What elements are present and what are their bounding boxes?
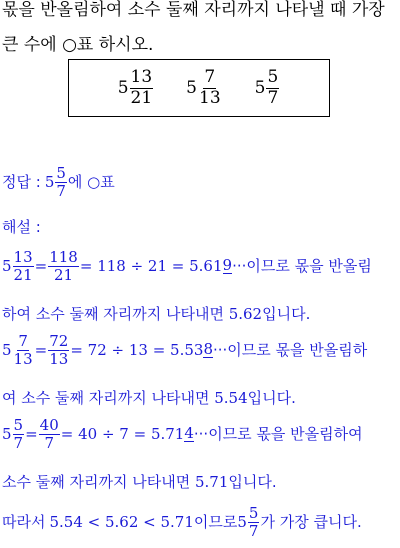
exp1-improper-numerator: 118 bbox=[49, 248, 78, 266]
explanation-3-equation bbox=[2, 417, 363, 452]
exp2-calc: = 72 ÷ 13 = 5.53 bbox=[70, 340, 204, 359]
exp1-improper-fraction bbox=[48, 249, 79, 284]
exp2-whole: 5 bbox=[2, 340, 12, 359]
answer-value bbox=[45, 165, 68, 200]
conclusion-suffix: 가 가장 큽니다. bbox=[260, 512, 362, 531]
exp3-numerator: 5 bbox=[13, 416, 24, 434]
choice-2-numerator: 7 bbox=[204, 67, 216, 88]
conclusion-value bbox=[237, 505, 260, 540]
exp1-improper-denominator: 21 bbox=[53, 265, 74, 284]
exp3-tail: ···이므로 몫을 반올림하여 bbox=[193, 424, 363, 443]
answer-suffix: 에 ○표 bbox=[67, 172, 115, 191]
conclusion-denominator: 7 bbox=[248, 521, 259, 540]
exp1-whole: 5 bbox=[2, 256, 12, 275]
exp2-denominator: 13 bbox=[13, 349, 33, 368]
exp2-improper-denominator: 13 bbox=[49, 349, 69, 368]
exp3-improper-denominator: 7 bbox=[44, 433, 54, 452]
choice-1-numerator: 13 bbox=[130, 67, 153, 88]
exp2-line2: 여 소수 둘째 자리까지 나타내면 bbox=[2, 389, 215, 407]
exp1-tail: ···이므로 몫을 반올림 bbox=[232, 256, 372, 275]
answer-denominator: 7 bbox=[56, 181, 66, 200]
exp3-line2: 소수 둘째 자리까지 나타내면 bbox=[2, 473, 195, 491]
exp3-fraction bbox=[13, 417, 25, 452]
explanation-1-equation bbox=[2, 249, 372, 284]
answer-line bbox=[2, 165, 115, 200]
exp3-rounding-digit: 4 bbox=[184, 424, 194, 443]
exp3-calc: = 40 ÷ 7 = 5.71 bbox=[60, 424, 185, 443]
exp1-fraction bbox=[13, 249, 34, 284]
exp1-numerator: 13 bbox=[13, 248, 33, 266]
exp2-equals: = bbox=[34, 340, 48, 359]
conclusion-numerator: 5 bbox=[248, 504, 259, 522]
choice-1-whole: 5 bbox=[117, 78, 129, 98]
explanation-label: 해설 : bbox=[2, 218, 41, 236]
conclusion-compare: 5.54 < 5.62 < 5.71 bbox=[49, 512, 194, 531]
exp3-improper-fraction bbox=[39, 417, 60, 452]
exp3-denominator: 7 bbox=[13, 433, 24, 452]
conclusion-prefix: 따라서 bbox=[2, 512, 46, 531]
answer-label: 정답 : bbox=[2, 172, 41, 191]
exp3-improper-numerator: 40 bbox=[39, 416, 59, 434]
exp1-result-value: 5.62 bbox=[228, 305, 263, 323]
choice-3-whole: 5 bbox=[254, 78, 266, 98]
choice-2-fraction bbox=[198, 68, 222, 107]
exp2-fraction bbox=[13, 333, 34, 368]
choice-2-whole: 5 bbox=[186, 78, 197, 98]
choice-3[interactable] bbox=[255, 68, 281, 107]
explanation-1-result bbox=[2, 307, 310, 322]
exp1-calc: = 118 ÷ 21 = 5.61 bbox=[79, 256, 223, 275]
exp3-line2-end: 입니다. bbox=[228, 473, 277, 491]
exp1-rounding-digit: 9 bbox=[222, 256, 233, 275]
choice-3-denominator: 7 bbox=[267, 87, 279, 108]
exp1-line2-end: 입니다. bbox=[262, 305, 311, 323]
explanation-2-equation bbox=[2, 333, 367, 368]
conclusion-line bbox=[2, 505, 362, 540]
choice-3-fraction bbox=[266, 68, 279, 107]
exp2-improper-fraction bbox=[48, 333, 69, 368]
exp1-equals: = bbox=[34, 256, 48, 275]
choice-1-denominator: 21 bbox=[130, 87, 153, 108]
choice-3-numerator: 5 bbox=[267, 67, 279, 88]
exp3-result-value: 5.71 bbox=[194, 473, 229, 491]
exp3-equals: = bbox=[25, 424, 38, 443]
question-line-2: 큰 수에 ○표 하시오. bbox=[2, 35, 154, 55]
choice-1[interactable] bbox=[118, 68, 154, 107]
exp1-denominator: 21 bbox=[13, 265, 33, 284]
exp2-numerator: 7 bbox=[18, 332, 28, 350]
exp2-rounding-digit: 8 bbox=[203, 340, 213, 359]
answer-whole: 5 bbox=[44, 172, 55, 191]
exp2-improper-numerator: 72 bbox=[49, 332, 69, 350]
exp2-result-value: 5.54 bbox=[214, 389, 248, 407]
answer-numerator: 5 bbox=[56, 164, 66, 182]
choice-2[interactable] bbox=[186, 68, 222, 107]
explanation-2-result bbox=[2, 391, 296, 406]
explanation-3-result bbox=[2, 475, 277, 490]
choice-2-denominator: 13 bbox=[199, 87, 221, 108]
choices-box bbox=[68, 59, 330, 117]
exp2-line2-end: 입니다. bbox=[247, 389, 296, 407]
conclusion-fraction bbox=[248, 505, 260, 540]
choice-1-fraction bbox=[130, 68, 154, 107]
conclusion-whole: 5 bbox=[237, 512, 247, 531]
exp1-line2: 하여 소수 둘째 자리까지 나타내면 bbox=[2, 305, 229, 323]
question-line-1: 몫을 반올림하여 소수 둘째 자리까지 나타낼 때 가장 bbox=[2, 0, 385, 20]
exp2-tail: ···이므로 몫을 반올림하 bbox=[212, 340, 368, 359]
answer-fraction bbox=[55, 165, 67, 200]
exp3-whole: 5 bbox=[2, 424, 12, 443]
conclusion-mid: 이므로 bbox=[193, 512, 238, 531]
